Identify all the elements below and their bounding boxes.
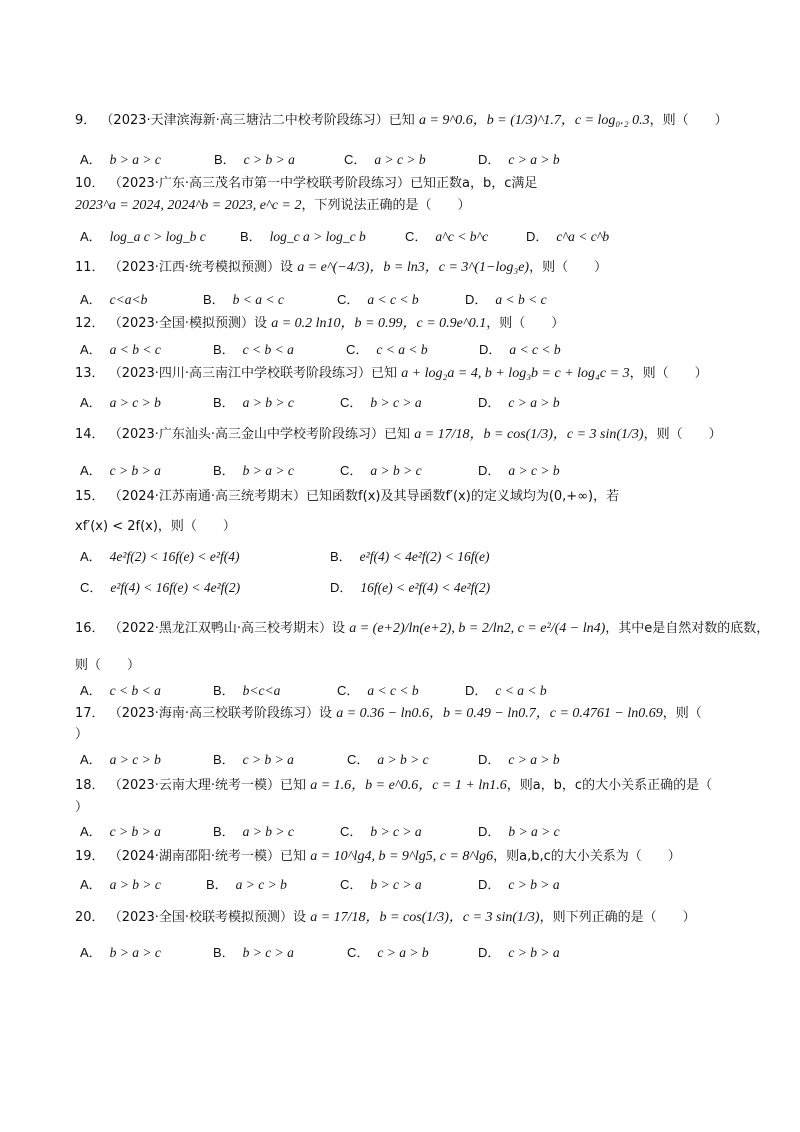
options-9 [80, 149, 720, 167]
options-19 [80, 874, 720, 892]
question-20 [75, 909, 735, 927]
options-16 [80, 680, 720, 698]
question-source: （2023·江西·统考模拟预测） [108, 260, 281, 275]
question-19 [75, 848, 735, 866]
question-stem: 设 [293, 910, 307, 925]
question-stem: 已知函数f(x)及其导函数f′(x)的定义域均为(0,+∞)，若 [306, 489, 620, 504]
question-source: （2023·全国·模拟预测） [108, 316, 255, 331]
option-c[interactable]: C． e²f(4) < 16f(e) < 4e²f(2) [80, 580, 241, 595]
option-b[interactable]: B． b > a > c [213, 463, 294, 478]
options-15-row1 [80, 546, 720, 564]
option-b[interactable]: B． c < b < a [213, 342, 294, 357]
option-c[interactable]: C． b > c > a [340, 877, 422, 892]
question-tail: ，则下列正确的是（ ） [539, 910, 696, 925]
question-source: （2023·全国·校联考模拟预测） [108, 910, 294, 925]
option-a[interactable]: A． a > c > b [80, 752, 161, 767]
option-b[interactable]: B． c > b > a [214, 152, 295, 167]
question-source: （2023·海南·高三校联考阶段练习） [108, 706, 320, 721]
question-number: 15． [75, 489, 105, 504]
question-formula: a = 17/18，b = cos(1/3)，c = 3 sin(1/3) [310, 910, 540, 925]
question-source: （2024·江苏南通·高三统考期末） [108, 489, 307, 504]
question-tail: ，下列说法正确的是（ ） [301, 198, 471, 213]
option-a[interactable]: A． c > b > a [80, 824, 161, 839]
option-a[interactable]: A． c > b > a [80, 463, 161, 478]
question-stem: 已知 [280, 778, 307, 793]
question-stem: 已知 [384, 427, 411, 442]
option-a[interactable]: A． a > b > c [80, 877, 161, 892]
option-a[interactable]: A． b > a > c [80, 945, 161, 960]
question-17-line2 [75, 726, 735, 744]
options-18 [80, 821, 720, 839]
options-15-row2 [80, 577, 720, 595]
option-c[interactable]: C． b > c > a [340, 824, 422, 839]
question-15 [75, 488, 735, 506]
question-tail: xf′(x) < 2f(x)，则（ ） [75, 519, 236, 534]
option-a[interactable]: A． c<a<b [80, 292, 148, 307]
option-b[interactable]: B． a > b > c [213, 395, 294, 410]
question-stem: 设 [332, 621, 346, 636]
question-10-line2 [75, 197, 735, 215]
question-stem: 已知 [371, 366, 398, 381]
question-stem: 已知 [280, 849, 307, 864]
question-stem: 设 [254, 316, 268, 331]
option-d[interactable]: D． a < b < c [465, 292, 547, 307]
option-b[interactable]: B． b > c > a [213, 945, 294, 960]
question-source: （2024·湖南邵阳·统考一模） [108, 849, 281, 864]
option-d[interactable]: D． c < a < b [465, 683, 547, 698]
option-c[interactable]: C． a < c < b [337, 683, 419, 698]
option-b[interactable]: B． e²f(4) < 4e²f(2) < 16f(e) [330, 549, 490, 564]
question-number: 16． [75, 621, 105, 636]
option-c[interactable]: C． a < c < b [337, 292, 419, 307]
option-d[interactable]: D． c > a > b [478, 395, 560, 410]
option-a[interactable]: A． a < b < c [80, 342, 161, 357]
question-stem: 已知 [388, 113, 415, 128]
question-16-line2 [75, 657, 735, 675]
options-11 [80, 289, 720, 307]
question-tail: 则（ ） [75, 658, 141, 673]
question-number: 10． [75, 176, 105, 191]
option-d[interactable]: D． c^a < c^b [526, 229, 610, 244]
option-d[interactable]: D． a > c > b [478, 463, 560, 478]
question-formula: a = 0.2 ln10，b = 0.99，c = 0.9e^0.1 [271, 316, 487, 331]
question-11 [75, 259, 735, 277]
question-source: （2023·云南大理·统考一模） [108, 778, 281, 793]
question-formula: a = 10^lg4, b = 9^lg5, c = 8^lg6 [310, 849, 494, 864]
options-14 [80, 460, 720, 478]
question-15-line2 [75, 518, 735, 536]
options-20 [80, 942, 720, 960]
question-tail: ，则（ ） [643, 427, 722, 442]
question-stem: 设 [280, 260, 294, 275]
question-source: （2023·广东·高三茂名市第一中学校联考阶段练习） [108, 176, 411, 191]
question-source: （2022·黑龙江双鸭山·高三校考期末） [108, 621, 333, 636]
option-b[interactable]: B． b<c<a [213, 683, 281, 698]
question-tail: ，则（ ） [649, 113, 728, 128]
question-formula: a = 9^0.6，b = (1/3)^1.7，c = log₀.₂ 0.3 [418, 113, 650, 128]
question-number: 17． [75, 706, 105, 721]
option-b[interactable]: B． a > c > b [206, 877, 287, 892]
question-formula: a = 17/18，b = cos(1/3)，c = 3 sin(1/3) [414, 427, 644, 442]
question-tail: ，则（ ） [486, 316, 565, 331]
option-d[interactable]: D． a < c < b [479, 342, 561, 357]
question-number: 19． [75, 849, 105, 864]
question-number: 9． [75, 113, 97, 128]
question-tail: ） [75, 727, 89, 742]
option-a[interactable]: A． log_a c > log_b c [80, 229, 206, 244]
question-formula: a = 1.6，b = e^0.6，c = 1 + ln1.6 [310, 778, 507, 793]
option-a[interactable]: A． c < b < a [80, 683, 161, 698]
options-10 [80, 226, 720, 244]
question-9 [75, 112, 735, 130]
question-tail: ，则（ ） [529, 260, 608, 275]
options-17 [80, 749, 720, 767]
options-13 [80, 392, 720, 410]
question-18 [75, 777, 735, 795]
option-d[interactable]: D． b > a > c [478, 824, 560, 839]
question-formula: a = 0.36 − ln0.6，b = 0.49 − ln0.7，c = 0.4761 − ln0.69 [336, 706, 663, 721]
question-number: 12． [75, 316, 105, 331]
question-13 [75, 365, 735, 383]
question-tail: ） [75, 800, 89, 815]
option-d[interactable]: D． c > a > b [478, 152, 560, 167]
option-c[interactable]: C． a^c < b^c [405, 229, 489, 244]
question-tail: ，其中e是自然对数的底数， [605, 621, 770, 636]
question-stem: 设 [319, 706, 333, 721]
question-source: （2023·四川·高三南江中学校联考阶段练习） [108, 366, 372, 381]
question-number: 14． [75, 427, 105, 442]
option-d[interactable]: D． 16f(e) < e²f(4) < 4e²f(2) [330, 580, 491, 595]
question-tail: ，则a,b,c的大小关系为（ ） [493, 849, 681, 864]
option-b[interactable]: B． a > b > c [213, 824, 294, 839]
question-12 [75, 315, 735, 333]
question-source: （2023·天津滨海新·高三塘沽二中校考阶段练习） [100, 113, 389, 128]
option-a[interactable]: A． b > a > c [80, 152, 161, 167]
option-c[interactable]: C． a > b > c [347, 752, 429, 767]
question-18-line2 [75, 799, 735, 817]
question-16 [75, 620, 770, 638]
question-source: （2023·广东汕头·高三金山中学校考阶段练习） [108, 427, 385, 442]
option-c[interactable]: C． a > c > b [344, 152, 426, 167]
option-b[interactable]: B． log_c a > log_c b [240, 229, 366, 244]
question-tail: ，则a，b，c的大小关系正确的是（ [506, 778, 713, 793]
option-a[interactable]: A． 4e²f(2) < 16f(e) < e²f(4) [80, 549, 240, 564]
question-formula: a + log₂a = 4, b + log₃b = c + log₄c = 3 [401, 366, 630, 381]
option-c[interactable]: C． c < a < b [346, 342, 428, 357]
question-tail: ，则（ ） [629, 366, 708, 381]
option-d[interactable]: D． c > a > b [478, 752, 560, 767]
question-number: 20． [75, 910, 105, 925]
question-tail: ，则（ [662, 706, 702, 721]
option-b[interactable]: B． c > b > a [213, 752, 294, 767]
option-b[interactable]: B． b < a < c [203, 292, 284, 307]
question-stem: 已知正数a，b，c满足 [410, 176, 538, 191]
options-12 [80, 339, 720, 357]
option-d[interactable]: D． c > b > a [478, 945, 560, 960]
question-number: 13． [75, 366, 105, 381]
option-c[interactable]: C． a > b > c [340, 463, 422, 478]
option-c[interactable]: C． c > a > b [347, 945, 429, 960]
option-a[interactable]: A． a > c > b [80, 395, 161, 410]
question-14 [75, 426, 735, 444]
option-c[interactable]: C． b > c > a [340, 395, 422, 410]
question-formula: a = (e+2)/ln(e+2), b = 2/ln2, c = e²/(4 − ln4) [349, 621, 606, 636]
question-formula: 2023^a = 2024, 2024^b = 2023, e^c = 2 [75, 198, 302, 213]
question-17 [75, 705, 735, 723]
question-formula: a = e^(−4/3)，b = ln3，c = 3^(1−log₃e) [297, 260, 530, 275]
question-10 [75, 175, 735, 193]
question-number: 11． [75, 260, 105, 275]
question-number: 18． [75, 778, 105, 793]
option-d[interactable]: D． c > b > a [478, 877, 560, 892]
